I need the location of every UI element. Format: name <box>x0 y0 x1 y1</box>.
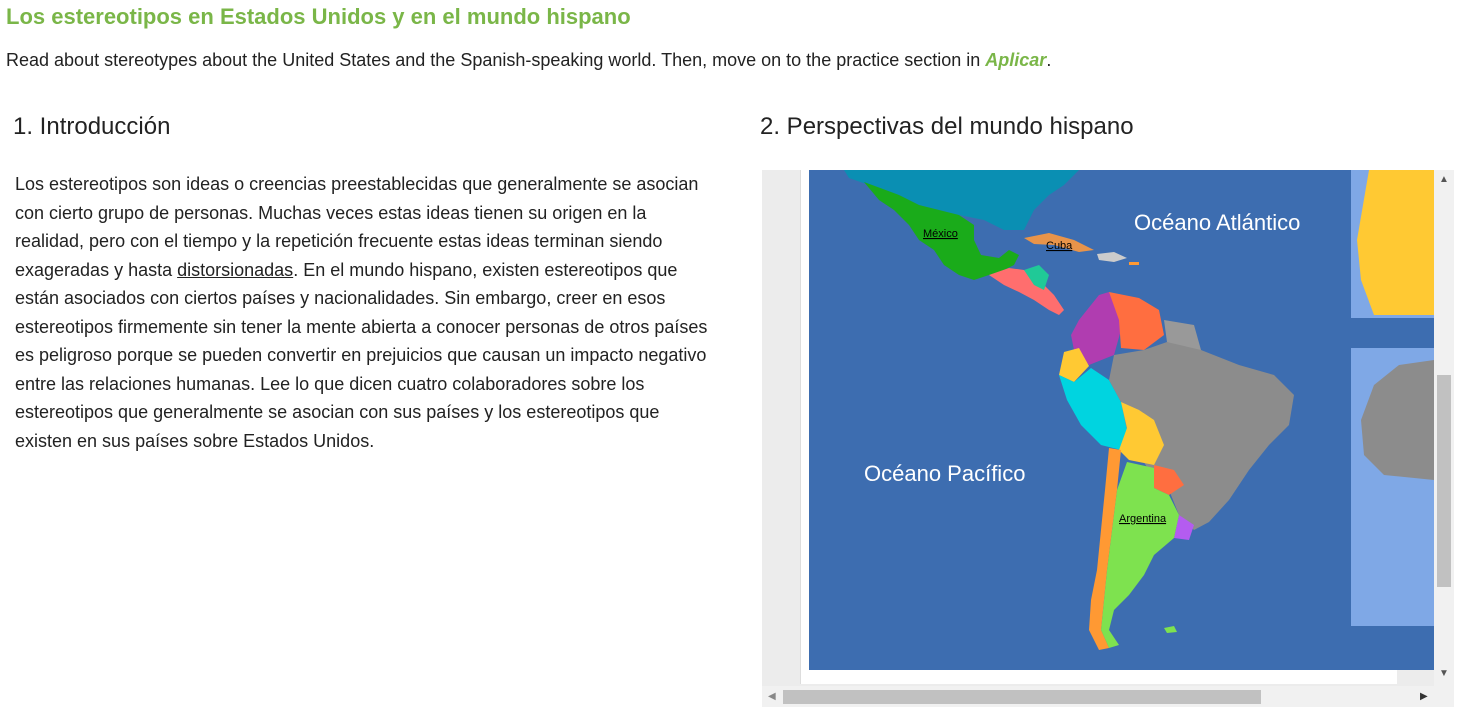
introduction-paragraph <box>15 170 715 455</box>
latin-america-map[interactable] <box>809 170 1434 670</box>
map-frame[interactable] <box>762 170 1454 707</box>
horizontal-scrollbar[interactable] <box>762 686 1434 707</box>
underlined-word-distorsionadas: distorsionadas <box>177 259 294 280</box>
vertical-scrollbar[interactable] <box>1434 170 1454 686</box>
horizontal-scroll-thumb[interactable] <box>783 690 1261 704</box>
scroll-down-icon[interactable]: ▼ <box>1439 668 1449 679</box>
intro-end: . <box>1046 50 1052 70</box>
puerto-rico-shape <box>1129 262 1139 265</box>
scroll-right-icon[interactable]: ▶ <box>1420 691 1428 702</box>
intro-line <box>6 50 1051 71</box>
ocean-pacific-label: Océano Pacífico <box>864 461 1026 486</box>
aplicar-link[interactable]: Aplicar <box>985 50 1047 70</box>
scroll-left-icon[interactable]: ◀ <box>768 691 776 702</box>
iberia-shape <box>1357 170 1434 315</box>
paragraph-part-2: . En el mundo hispano, existen estereotipos que están asociados con ciertos países y nacionalidades. Sin embargo, creer en esos estereotipos firmemente sin tener la mente abierta a conocer personas de otros países es peligroso porque se pueden convertir en prejuicios que causan un impacto negativo entre las relaciones humanas. Lee lo que dicen cuatro colaboradores sobre los estereotipos que generalmente se asocian con sus países y los estereotipos que existen en sus países sobre Estados Unidos. <box>15 259 708 451</box>
argentina-link[interactable]: Argentina <box>1119 513 1167 525</box>
section-heading-perspectivas: 2. Perspectivas del mundo hispano <box>760 113 1134 140</box>
vertical-scroll-thumb[interactable] <box>1437 375 1451 587</box>
cuba-link[interactable]: Cuba <box>1046 240 1073 252</box>
ocean-atlantic-label: Océano Atlántico <box>1134 210 1301 235</box>
scrollbar-corner <box>1434 686 1454 707</box>
page-title: Los estereotipos en Estados Unidos y en el mundo hispano <box>6 4 631 29</box>
intro-text: Read about stereotypes about the United States and the Spanish-speaking world. Then, move on to the practice section in <box>6 50 986 70</box>
scroll-up-icon[interactable]: ▲ <box>1439 174 1449 185</box>
section-heading-introduccion: 1. Introducción <box>13 113 171 140</box>
paragraph-part-1: Los estereotipos son ideas o creencias preestablecidas que generalmente se asocian con cierto grupo de personas. Muchas veces estas ideas tienen su origen en la realidad, pero con el tiempo y la repetición frecuente estas ideas terminan siendo exageradas y hasta <box>15 174 699 280</box>
mexico-link[interactable]: México <box>923 228 958 240</box>
